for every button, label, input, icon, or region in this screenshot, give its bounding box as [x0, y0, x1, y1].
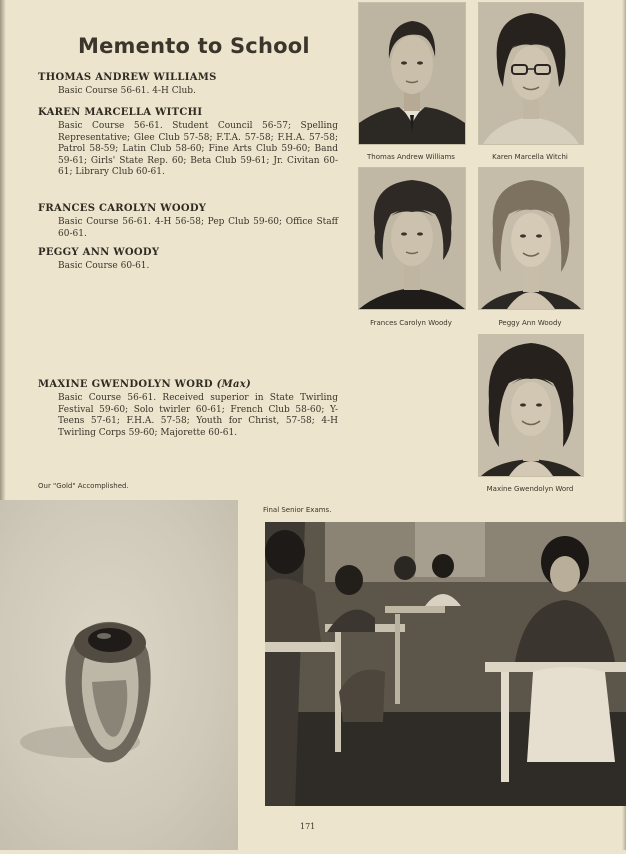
entry-name: THOMAS ANDREW WILLIAMS	[38, 72, 217, 83]
portrait-caption: Peggy Ann Woody	[498, 319, 562, 327]
senior-entry	[38, 247, 338, 273]
portrait-image	[479, 168, 583, 309]
portrait-photo	[478, 334, 584, 477]
portrait-image	[359, 168, 465, 309]
final-exams-photo	[265, 522, 626, 806]
portrait-photo	[478, 167, 584, 310]
exam-photo-caption: Final Senior Exams.	[263, 506, 332, 514]
entry-activities: Basic Course 56-61. Student Council 56-57; Spelling Representative; Glee Club 57-58; F.T.A. 57-58; F.H.A. 57-58; Patrol 58-59; Latin Club 58-60; Fine Arts Club 59-60; Band 59-61; Girls' State Rep. 60; Beta Club 59-61; Jr. Civitan 60-61; Library Club 60-61.	[58, 121, 338, 177]
senior-entry	[38, 107, 338, 179]
entry-name: KAREN MARCELLA WITCHI	[38, 107, 203, 118]
page-title: Memento to School	[78, 34, 310, 58]
entry-name: FRANCES CAROLYN WOODY	[38, 203, 207, 214]
final-exams-image	[265, 522, 626, 806]
portrait-photo	[358, 167, 466, 310]
page-number: 171	[300, 822, 316, 831]
ring-photo-caption: Our "Gold" Accomplished.	[38, 482, 129, 490]
entry-name: PEGGY ANN WOODY	[38, 247, 160, 258]
portrait-caption: Frances Carolyn Woody	[370, 319, 452, 327]
portrait-photo	[358, 2, 466, 145]
entry-activities: Basic Course 60-61.	[58, 261, 150, 271]
senior-entry	[38, 203, 338, 240]
portrait-caption: Karen Marcella Witchi	[492, 153, 568, 161]
portrait-photo	[478, 2, 584, 145]
class-ring-photo	[0, 500, 238, 850]
entry-activities: Basic Course 56-61. Received superior in State Twirling Festival 59-60; Solo twirler 60-61; French Club 58-60; Y-Teens 57-61; F.H.A. 57-58; Youth for Christ, 57-58; 4-H Twirling Corps 59-60; Majorette 60-61.	[58, 393, 338, 438]
senior-entry	[38, 72, 338, 98]
portrait-image	[479, 335, 583, 476]
portrait-image	[479, 3, 583, 144]
entry-name	[38, 379, 338, 390]
entry-nickname: (Max)	[216, 379, 252, 390]
portrait-caption: Maxine Gwendolyn Word	[486, 485, 574, 493]
portrait-caption: Thomas Andrew Williams	[367, 153, 455, 161]
class-ring-image	[0, 500, 238, 850]
senior-entry	[38, 379, 338, 439]
portrait-image	[359, 3, 465, 144]
entry-name-text: MAXINE GWENDOLYN WORD	[38, 379, 213, 390]
entry-activities: Basic Course 56-61. 4-H Club.	[58, 86, 196, 96]
entry-activities: Basic Course 56-61. 4-H 56-58; Pep Club 59-60; Office Staff 60-61.	[58, 217, 338, 239]
